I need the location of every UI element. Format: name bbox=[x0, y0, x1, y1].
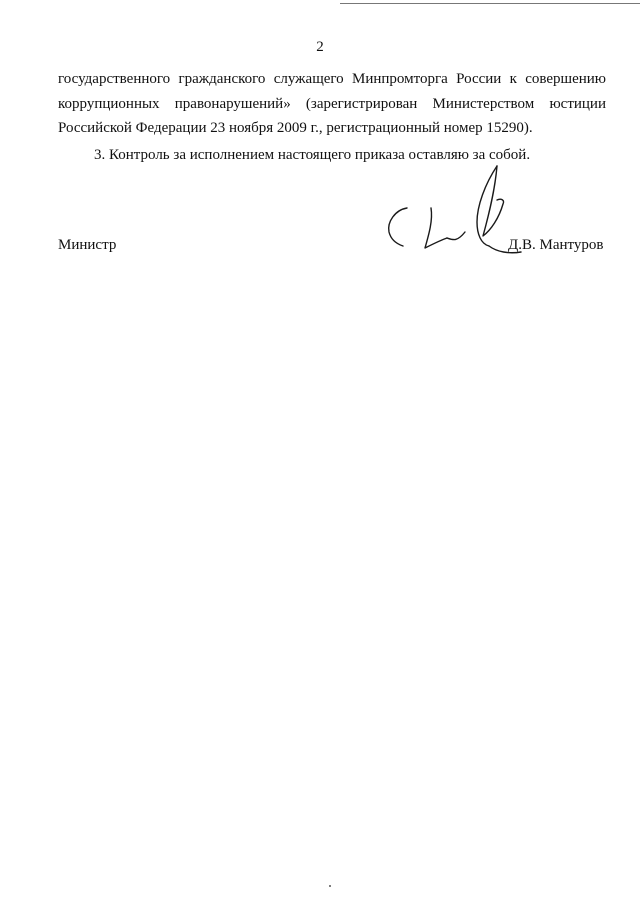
scan-edge-line bbox=[340, 3, 640, 4]
body-line-3: Российской Федерации 23 ноября 2009 г., регистрационный номер 15290). bbox=[58, 120, 533, 136]
page-number: 2 bbox=[316, 39, 324, 55]
signature-stroke-1 bbox=[389, 208, 407, 246]
signature-stroke-5 bbox=[483, 166, 504, 236]
handwritten-signature bbox=[385, 160, 525, 260]
signature-stroke-3 bbox=[447, 232, 465, 240]
paragraph-3: 3. Контроль за исполнением настоящего приказа оставляю за собой. bbox=[94, 146, 531, 163]
body-line-1: государственного гражданского служащего Минпромторга России к совершению bbox=[58, 71, 606, 87]
signatory-name: Д.В. Мантуров bbox=[508, 237, 604, 253]
signature-stroke-4 bbox=[477, 166, 497, 246]
signature-stroke-2 bbox=[425, 208, 447, 248]
document-body bbox=[58, 67, 606, 167]
scan-speck bbox=[329, 885, 331, 887]
signatory-title: Министр bbox=[58, 237, 117, 253]
body-line-2: коррупционных правонарушений» (зарегистрирован Министерством юстиции bbox=[58, 95, 606, 112]
